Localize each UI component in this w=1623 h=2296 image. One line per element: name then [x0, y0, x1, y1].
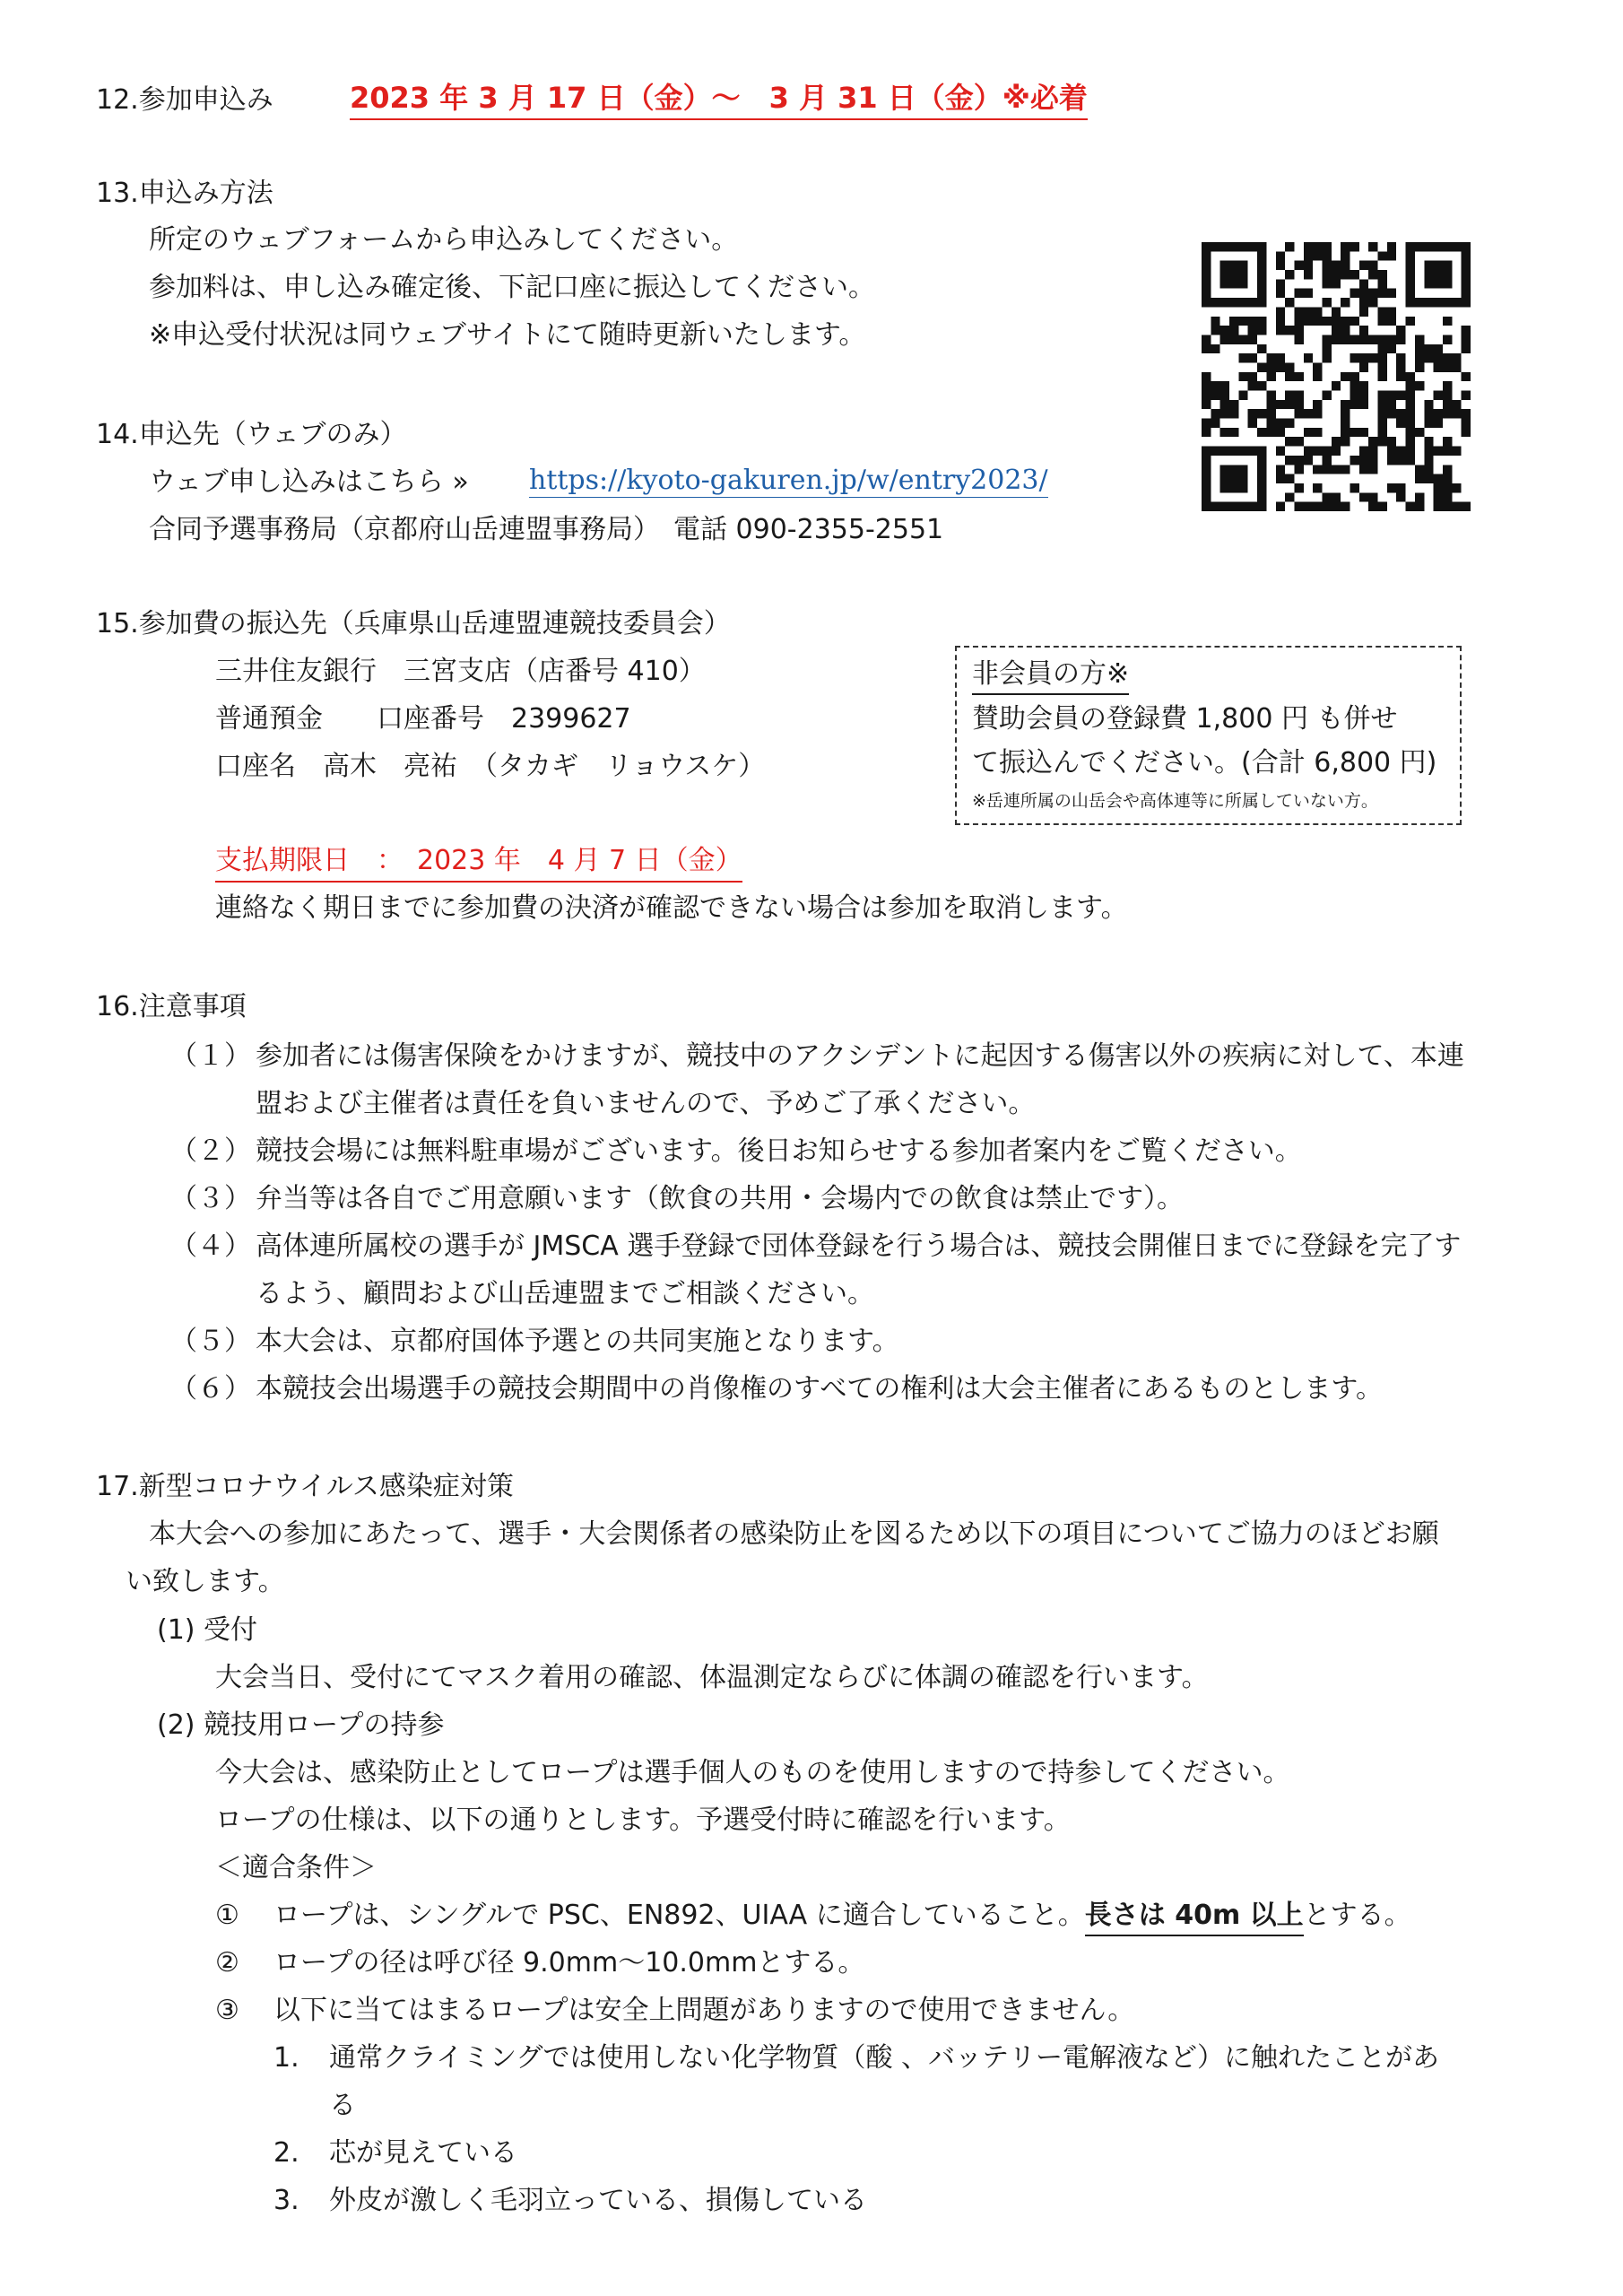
unsafe-3-line-1: 外皮が激しく毛羽立っている、損傷している [329, 2185, 867, 2216]
note-1-line-2: 盟および主催者は責任を負いませんので、予めご了承ください。 [256, 1088, 1036, 1119]
s14-heading: 14.申込先（ウェブのみ） [96, 419, 407, 450]
unsafe-2-line-1: 芯が見えている [329, 2137, 517, 2169]
nonmember-title: 非会員の方※ [972, 658, 1129, 695]
note-5-num: （５） [170, 1326, 251, 1357]
condition-2-num: ② [215, 1947, 239, 1979]
rope-length-requirement: 長さは 40m 以上 [1085, 1900, 1304, 1936]
nonmember-box [955, 646, 1462, 825]
unsafe-2-num: 2. [273, 2137, 299, 2169]
note-1-num: （１） [170, 1040, 251, 1072]
nonmember-note: ※岳連所属の山岳会や高体連等に所属していない方。 [972, 791, 1378, 811]
s17-heading: 17.新型コロナウイルス感染症対策 [96, 1471, 514, 1502]
condition-3: 以下に当てはまるロープは安全上問題がありますので使用できません。 [273, 1995, 1135, 2026]
s17-intro-2: い致します。 [126, 1566, 285, 1597]
condition-1-suffix: とする。 [1303, 1900, 1411, 1931]
sub2-line-1: 今大会は、感染防止としてロープは選手個人のものを使用しますので持参してください。 [215, 1757, 1290, 1788]
s13-line-1: 所定のウェブフォームから申込みしてください。 [149, 224, 739, 256]
s13-line-3: ※申込受付状況は同ウェブサイトにて随時更新いたします。 [149, 319, 866, 351]
s13-line-2: 参加料は、申し込み確定後、下記口座に振込してください。 [149, 272, 875, 303]
note-6-num: （６） [170, 1373, 251, 1405]
qr-code-icon [1202, 242, 1471, 511]
unsafe-1-line-2: る [329, 2090, 356, 2121]
unsafe-1-line-1: 通常クライミングでは使用しない化学物質（酸 、バッテリー電解液など）に触れたことがあ [329, 2042, 1440, 2074]
note-6-line-1: 本競技会出場選手の競技会期間中の肖像権のすべての権利は大会主催者にあるものとします。 [256, 1373, 1383, 1405]
condition-1-text: ロープは、シングルで PSC、EN892、UIAA に適合していること。 [273, 1900, 1085, 1931]
unsafe-3-num: 3. [273, 2185, 299, 2216]
note-4-line-2: るよう、顧問および山岳連盟までご相談ください。 [256, 1278, 874, 1309]
application-period: 2023 年 3 月 17 日（金）～ 3 月 31 日（金）※必着 [350, 81, 1088, 120]
sub2-line-2: ロープの仕様は、以下の通りとします。予選受付時に確認を行います。 [215, 1805, 1071, 1836]
unsafe-1-num: 1. [273, 2042, 299, 2074]
nonmember-line-2: て振込んでください。(合計 6,800 円) [972, 747, 1437, 778]
s15-heading: 15.参加費の振込先（兵庫県山岳連盟連競技委員会） [96, 608, 731, 639]
note-4-num: （４） [170, 1231, 251, 1262]
sub1-text: 大会当日、受付にてマスク着用の確認、体温測定ならびに体調の確認を行います。 [215, 1662, 1209, 1693]
note-1-line-1: 参加者には傷害保険をかけますが、競技中のアクシデントに起因する傷害以外の疾病に対して、本連 [256, 1040, 1464, 1072]
web-entry-label: ウェブ申し込みはこちら » [149, 466, 469, 498]
s16-heading: 16.注意事項 [96, 991, 247, 1022]
bank-name: 三井住友銀行 三宮支店（店番号 410） [215, 656, 706, 687]
note-2-line-1: 競技会場には無料駐車場がございます。後日お知らせする参加者案内をご覧ください。 [256, 1135, 1302, 1167]
condition-2: ロープの径は呼び径 9.0mm～10.0mmとする。 [273, 1947, 865, 1979]
note-3-num: （３） [170, 1183, 251, 1214]
condition-1 [273, 1900, 1411, 1932]
office-contact: 合同予選事務局（京都府山岳連盟事務局） 電話 090-2355-2551 [149, 514, 944, 545]
note-4-line-1: 高体連所属校の選手が JMSCA 選手登録で団体登録を行う場合は、競技会開催日までに登録を完了す [256, 1231, 1462, 1262]
s12-heading: 12.参加申込み [96, 84, 273, 116]
conditions-title: ＜適合条件＞ [215, 1852, 377, 1883]
payment-deadline: 支払期限日 ： 2023 年 4 月 7 日（金） [215, 845, 742, 883]
s17-intro-1: 本大会への参加にあたって、選手・大会関係者の感染防止を図るため以下の項目についてご協力のほどお願 [149, 1518, 1439, 1550]
cancel-note: 連絡なく期日までに参加費の決済が確認できない場合は参加を取消します。 [215, 892, 1128, 924]
condition-3-num: ③ [215, 1995, 239, 2026]
account-holder: 口座名 高木 亮祐 （タカギ リョウスケ） [215, 751, 766, 782]
sub2-title: (2) 競技用ロープの持参 [157, 1709, 445, 1741]
sub1-title: (1) 受付 [157, 1614, 258, 1646]
note-3-line-1: 弁当等は各自でご用意願います（飲食の共用・会場内での飲食は禁止です）。 [256, 1183, 1184, 1214]
note-5-line-1: 本大会は、京都府国体予選との共同実施となります。 [256, 1326, 899, 1357]
condition-1-num: ① [215, 1900, 239, 1931]
entry-url-link[interactable]: https://kyoto-gakuren.jp/w/entry2023/ [529, 465, 1048, 496]
nonmember-line-1: 賛助会員の登録費 1,800 円 も併せ [972, 703, 1398, 735]
account-number: 普通預金 口座番号 2399627 [215, 703, 631, 735]
note-2-num: （２） [170, 1135, 251, 1167]
s13-heading: 13.申込み方法 [96, 178, 273, 209]
